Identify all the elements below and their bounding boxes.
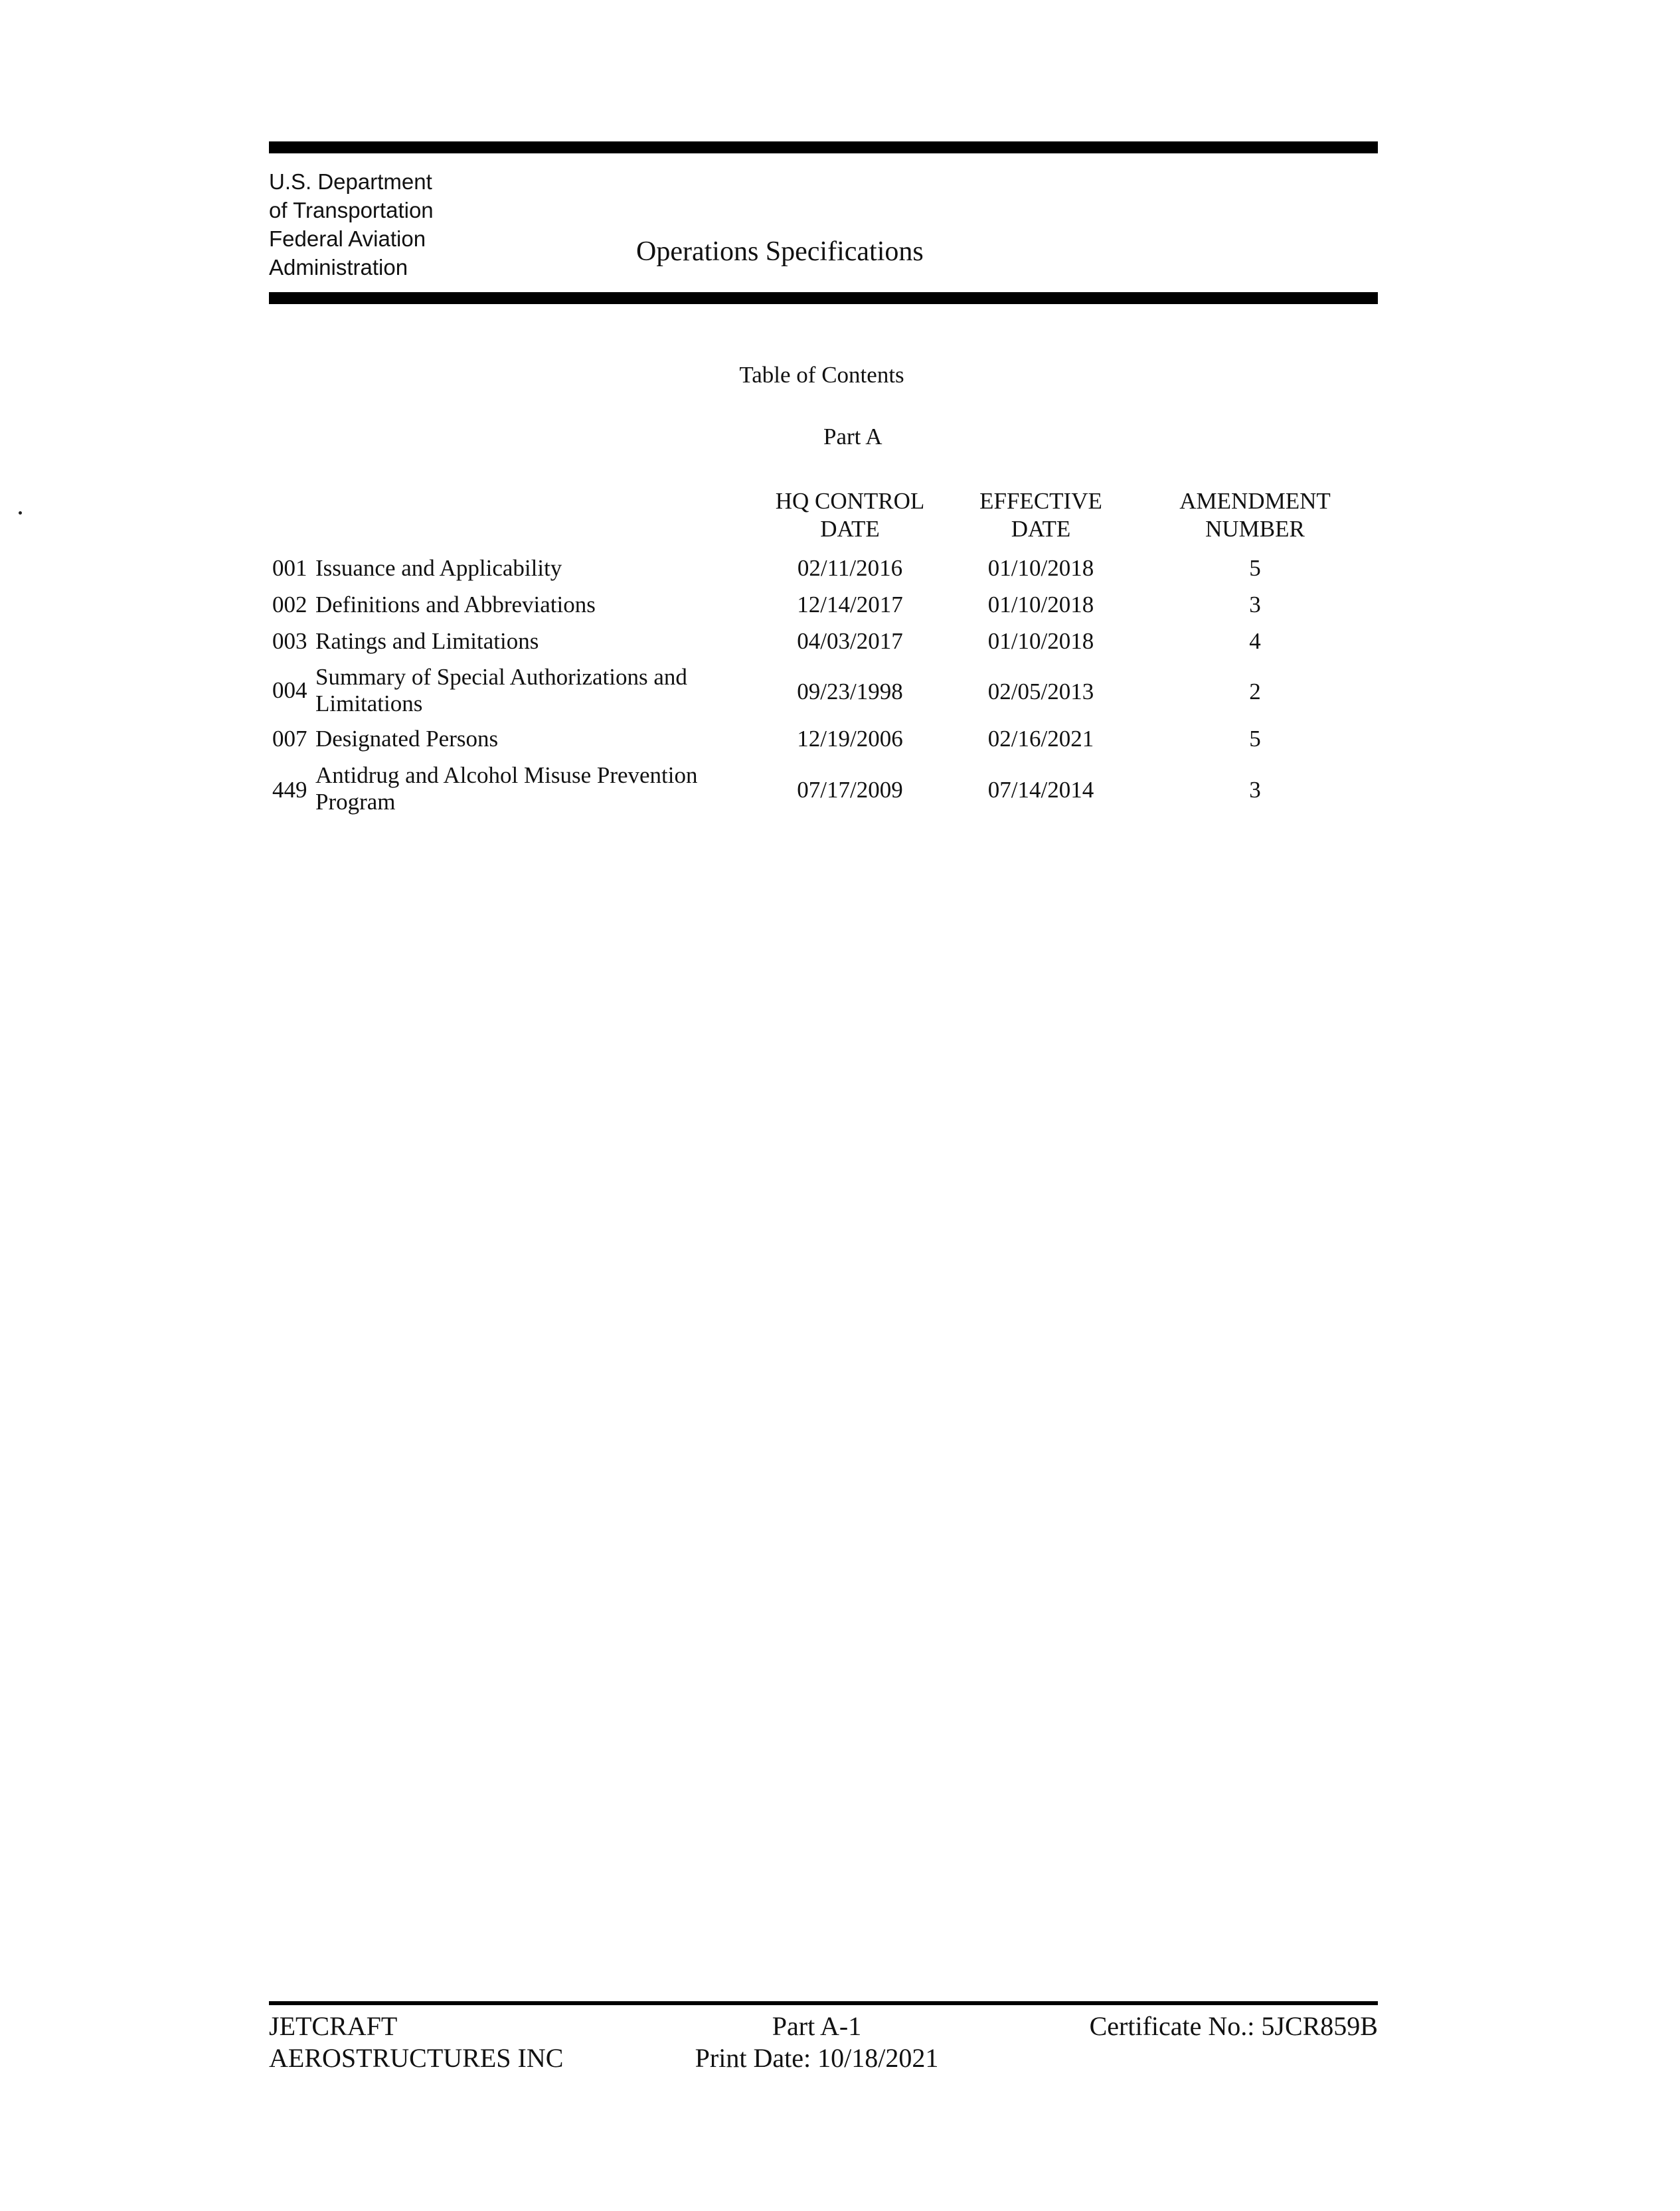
table-row (272, 555, 1361, 582)
column-header-effective-date (950, 487, 1132, 543)
footer-page-number: Part A-1 (772, 2011, 862, 2041)
column-header-amendment-number (1155, 487, 1355, 543)
row-effective-date: 01/10/2018 (987, 555, 1094, 581)
toc-title: Table of Contents (739, 362, 904, 388)
column-header-line: EFFECTIVE (979, 488, 1102, 514)
row-title: Designated Persons (315, 726, 499, 752)
column-header-line: NUMBER (1205, 516, 1305, 542)
row-amendment-number: 5 (1249, 555, 1261, 581)
header-bottom-rule (269, 292, 1378, 304)
row-hq-control-date: 09/23/1998 (797, 679, 903, 704)
row-number: 004 (272, 677, 307, 703)
agency-name (269, 167, 434, 282)
row-effective-date: 02/05/2013 (987, 679, 1094, 704)
row-effective-date: 01/10/2018 (987, 628, 1094, 654)
column-header-line: AMENDMENT (1179, 488, 1331, 514)
footer-company-line: AEROSTRUCTURES INC (269, 2043, 564, 2073)
table-row (272, 726, 1361, 752)
column-header-hq-control-date (757, 487, 943, 543)
row-hq-control-date: 07/17/2009 (797, 777, 903, 803)
agency-line: Administration (269, 255, 408, 280)
table-row (272, 762, 1361, 815)
row-hq-control-date: 12/19/2006 (797, 726, 903, 752)
row-title: Definitions and Abbreviations (315, 592, 596, 617)
row-amendment-number: 4 (1249, 628, 1261, 654)
table-row (272, 628, 1361, 655)
footer-page-info (598, 2010, 1036, 2074)
footer-print-date: Print Date: 10/18/2021 (695, 2043, 939, 2073)
row-amendment-number: 3 (1249, 592, 1261, 617)
row-hq-control-date: 04/03/2017 (797, 628, 903, 654)
header-top-rule (269, 141, 1378, 153)
column-header-line: DATE (1011, 516, 1071, 542)
table-row (272, 664, 1361, 717)
row-title: Ratings and Limitations (315, 628, 539, 654)
row-title: Summary of Special Authorizations and Limitations (315, 664, 687, 716)
row-hq-control-date: 12/14/2017 (797, 592, 903, 617)
row-number: 001 (272, 555, 307, 581)
row-effective-date: 02/16/2021 (987, 726, 1094, 752)
row-number: 007 (272, 726, 307, 752)
row-number: 449 (272, 777, 307, 803)
row-number: 003 (272, 628, 307, 654)
agency-line: Federal Aviation (269, 226, 426, 251)
agency-line: of Transportation (269, 198, 434, 222)
footer-rule (269, 2001, 1378, 2005)
row-amendment-number: 5 (1249, 726, 1261, 752)
row-effective-date: 01/10/2018 (987, 592, 1094, 617)
row-effective-date: 07/14/2014 (987, 777, 1094, 803)
document-title: Operations Specifications (636, 236, 924, 267)
part-label: Part A (823, 424, 882, 450)
row-hq-control-date: 02/11/2016 (797, 555, 903, 581)
row-amendment-number: 2 (1249, 679, 1261, 704)
footer-company (269, 2010, 563, 2074)
footer-company-line: JETCRAFT (269, 2011, 398, 2041)
table-row (272, 592, 1361, 618)
footer-certificate: Certificate No.: 5JCR859B (1089, 2011, 1378, 2041)
stray-mark (19, 511, 22, 515)
column-header-line: DATE (820, 516, 880, 542)
row-title: Antidrug and Alcohol Misuse Prevention Program (315, 762, 698, 815)
row-number: 002 (272, 592, 307, 617)
row-amendment-number: 3 (1249, 777, 1261, 803)
row-title: Issuance and Applicability (315, 555, 562, 581)
agency-line: U.S. Department (269, 169, 432, 194)
column-header-line: HQ CONTROL (775, 488, 925, 514)
